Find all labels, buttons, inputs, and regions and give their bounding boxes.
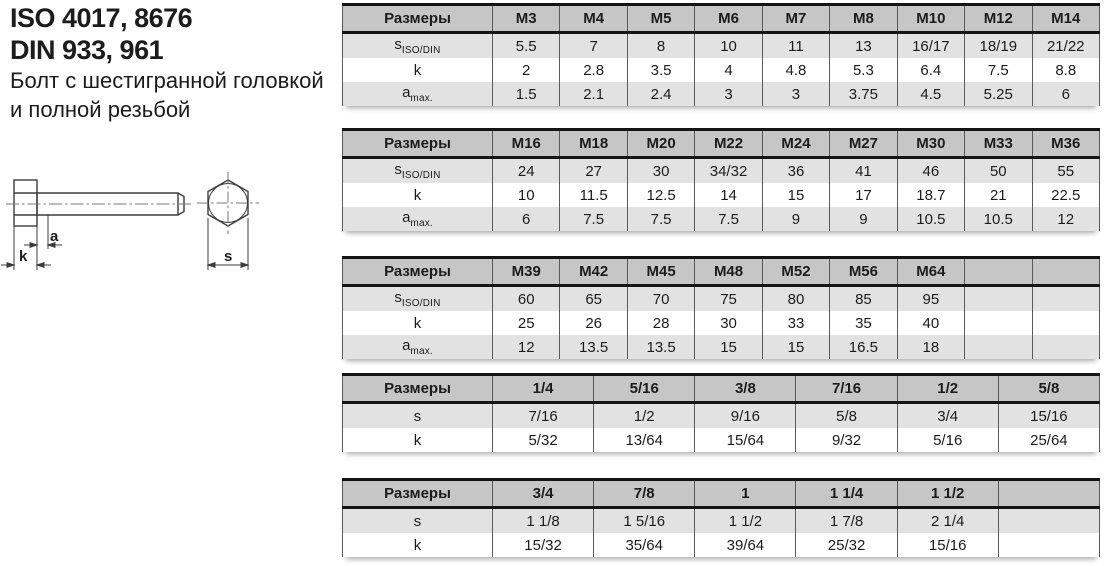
- dimension-value-cell: [1032, 335, 1100, 359]
- dimension-value-cell: 34/32: [695, 158, 762, 184]
- size-column-header: M7: [762, 5, 829, 33]
- dimension-value-cell: 24: [493, 158, 560, 184]
- dimension-value-cell: 7.5: [965, 58, 1032, 82]
- dimension-value-cell: 55: [1032, 158, 1100, 184]
- size-column-header: 5/16: [594, 375, 695, 403]
- dimension-value-cell: 35: [830, 311, 897, 335]
- dimension-value-cell: 41: [830, 158, 897, 184]
- dimension-value-cell: 30: [627, 158, 694, 184]
- dimension-row-label: k: [343, 183, 493, 207]
- size-column-header: M42: [560, 258, 627, 286]
- size-column-header: [998, 480, 1099, 508]
- size-column-header: M3: [493, 5, 560, 33]
- dimension-value-cell: 25/64: [998, 428, 1099, 452]
- dimension-value-cell: 6: [493, 207, 560, 231]
- dimension-value-cell: 1 1/2: [695, 508, 796, 534]
- dimension-value-cell: 5.25: [965, 82, 1032, 106]
- dimension-value-cell: 15: [695, 335, 762, 359]
- dimension-value-cell: 13.5: [560, 335, 627, 359]
- size-column-header: M14: [1032, 5, 1100, 33]
- dimension-row-label: $a_{max.}$: [343, 335, 493, 359]
- dim-k-label: k: [19, 248, 28, 265]
- size-column-header: 5/8: [998, 375, 1099, 403]
- dimension-value-cell: 25: [493, 311, 560, 335]
- dimension-value-cell: 70: [627, 286, 694, 312]
- dimension-value-cell: 36: [762, 158, 829, 184]
- dimension-value-cell: 12: [493, 335, 560, 359]
- dimension-value-cell: 3/4: [897, 403, 998, 429]
- dimension-value-cell: 4.8: [762, 58, 829, 82]
- dimension-value-cell: 5/16: [897, 428, 998, 452]
- head-centerlines: [197, 172, 259, 234]
- dimension-value-cell: 27: [560, 158, 627, 184]
- size-column-header: M30: [897, 130, 964, 158]
- dimension-value-cell: 2.4: [627, 82, 694, 106]
- dimension-value-cell: 8.8: [1032, 58, 1100, 82]
- dimension-value-cell: 3.75: [830, 82, 897, 106]
- size-column-header: M33: [965, 130, 1032, 158]
- dimension-value-cell: 15: [762, 183, 829, 207]
- dimension-value-cell: 4.5: [897, 82, 964, 106]
- dimension-row-label: k: [343, 58, 493, 82]
- size-column-header: M10: [897, 5, 964, 33]
- size-column-header: M22: [695, 130, 762, 158]
- dimension-row-label: s: [343, 403, 493, 429]
- dimension-value-cell: 8: [627, 33, 694, 59]
- metric-table-m3-m14: [342, 3, 1100, 106]
- dimension-value-cell: 5.3: [830, 58, 897, 82]
- dimension-row-label: s: [343, 508, 493, 534]
- dimension-value-cell: 2: [493, 58, 560, 82]
- dimension-value-cell: [965, 311, 1032, 335]
- dimension-value-cell: 33: [762, 311, 829, 335]
- title-block: [10, 2, 340, 124]
- size-column-header: [965, 258, 1032, 286]
- dimension-value-cell: 5.5: [493, 33, 560, 59]
- dimension-value-cell: 30: [695, 311, 762, 335]
- dimension-value-cell: 17: [830, 183, 897, 207]
- size-column-header: M27: [830, 130, 897, 158]
- dimension-row-label: k: [343, 533, 493, 557]
- size-column-header: [1032, 258, 1100, 286]
- dimension-value-cell: [965, 335, 1032, 359]
- dimension-value-cell: 7.5: [560, 207, 627, 231]
- size-column-header: M36: [1032, 130, 1100, 158]
- dimension-value-cell: 16/17: [897, 33, 964, 59]
- dimension-value-cell: 28: [627, 311, 694, 335]
- dimension-value-cell: 25/32: [796, 533, 897, 557]
- dimension-value-cell: 65: [560, 286, 627, 312]
- dimension-value-cell: 22.5: [1032, 183, 1100, 207]
- dimension-value-cell: [1032, 311, 1100, 335]
- dimension-value-cell: 18.7: [897, 183, 964, 207]
- dimension-value-cell: 15: [762, 335, 829, 359]
- dimension-value-cell: 85: [830, 286, 897, 312]
- dimension-value-cell: [965, 286, 1032, 312]
- dimension-value-cell: 10: [695, 33, 762, 59]
- dimension-value-cell: 14: [695, 183, 762, 207]
- dimension-value-cell: 95: [897, 286, 964, 312]
- sizes-header-cell: Размеры: [343, 130, 493, 158]
- dimension-row-label: $a_{max.}$: [343, 82, 493, 106]
- size-column-header: M56: [830, 258, 897, 286]
- size-column-header: 1/2: [897, 375, 998, 403]
- dimension-row-label: k: [343, 311, 493, 335]
- size-column-header: M20: [627, 130, 694, 158]
- size-column-header: 1/4: [493, 375, 594, 403]
- size-column-header: M64: [897, 258, 964, 286]
- size-column-header: M45: [627, 258, 694, 286]
- dimension-value-cell: 9/16: [695, 403, 796, 429]
- dimension-value-cell: [1032, 286, 1100, 312]
- iso-standard-title: ISO 4017, 8676: [10, 3, 193, 33]
- dimension-value-cell: 21: [965, 183, 1032, 207]
- dimension-value-cell: 26: [560, 311, 627, 335]
- dimension-value-cell: 10: [493, 183, 560, 207]
- dimension-value-cell: 50: [965, 158, 1032, 184]
- dimension-value-cell: 35/64: [594, 533, 695, 557]
- dimension-value-cell: 1 1/8: [493, 508, 594, 534]
- dimension-value-cell: 75: [695, 286, 762, 312]
- dimension-row-label: $a_{max.}$: [343, 207, 493, 231]
- dimension-value-cell: 9: [762, 207, 829, 231]
- dimension-value-cell: 6: [1032, 82, 1100, 106]
- dimension-value-cell: 4: [695, 58, 762, 82]
- dimension-value-cell: 1/2: [594, 403, 695, 429]
- dimension-value-cell: 13/64: [594, 428, 695, 452]
- size-column-header: M4: [560, 5, 627, 33]
- dimension-value-cell: [998, 508, 1099, 534]
- dimension-value-cell: 5/32: [493, 428, 594, 452]
- dimension-value-cell: 5/8: [796, 403, 897, 429]
- dimension-value-cell: 2.8: [560, 58, 627, 82]
- dimension-value-cell: 11: [762, 33, 829, 59]
- size-column-header: M48: [695, 258, 762, 286]
- dimension-value-cell: 3: [762, 82, 829, 106]
- dimension-value-cell: 15/32: [493, 533, 594, 557]
- dimension-value-cell: 15/16: [897, 533, 998, 557]
- dimension-value-cell: 7.5: [627, 207, 694, 231]
- dimension-value-cell: 16.5: [830, 335, 897, 359]
- dimension-value-cell: 11.5: [560, 183, 627, 207]
- dimension-row-label: $s_{ISO/DIN}$: [343, 286, 493, 312]
- dimension-value-cell: 7: [560, 33, 627, 59]
- dimension-value-cell: 12.5: [627, 183, 694, 207]
- bolt-technical-drawing: [0, 160, 280, 290]
- dimension-value-cell: 46: [897, 158, 964, 184]
- size-column-header: M52: [762, 258, 829, 286]
- dimension-value-cell: 10.5: [965, 207, 1032, 231]
- dimension-value-cell: 13.5: [627, 335, 694, 359]
- dimension-value-cell: 15/16: [998, 403, 1099, 429]
- dimension-value-cell: 1 7/8: [796, 508, 897, 534]
- product-description-line2: и полной резьбой: [10, 97, 191, 122]
- din-standard-title: DIN 933, 961: [10, 35, 164, 65]
- dimension-value-cell: 12: [1032, 207, 1100, 231]
- size-column-header: M5: [627, 5, 694, 33]
- dimension-value-cell: 9: [830, 207, 897, 231]
- bolt-side-view: [14, 180, 184, 226]
- dimension-value-cell: 1 5/16: [594, 508, 695, 534]
- size-column-header: 1 1/4: [796, 480, 897, 508]
- dim-s-label: s: [224, 248, 233, 265]
- dimension-value-cell: 18: [897, 335, 964, 359]
- size-column-header: 3/8: [695, 375, 796, 403]
- product-description-line1: Болт с шестигранной головкой: [10, 68, 324, 93]
- metric-table-m39-m64: [342, 256, 1100, 359]
- dimension-value-cell: 3: [695, 82, 762, 106]
- dimension-value-cell: 2 1/4: [897, 508, 998, 534]
- dimension-value-cell: [998, 533, 1099, 557]
- sizes-header-cell: Размеры: [343, 480, 493, 508]
- inch-table-large: [342, 478, 1100, 557]
- dimension-value-cell: 80: [762, 286, 829, 312]
- size-column-header: M16: [493, 130, 560, 158]
- size-column-header: M24: [762, 130, 829, 158]
- size-column-header: M6: [695, 5, 762, 33]
- dimension-value-cell: 7.5: [695, 207, 762, 231]
- dimension-value-cell: 40: [897, 311, 964, 335]
- size-column-header: 1: [695, 480, 796, 508]
- sizes-header-cell: Размеры: [343, 375, 493, 403]
- dimension-row-label: $s_{ISO/DIN}$: [343, 158, 493, 184]
- dimension-row-label: $s_{ISO/DIN}$: [343, 33, 493, 59]
- dimension-value-cell: 18/19: [965, 33, 1032, 59]
- dimension-row-label: k: [343, 428, 493, 452]
- dimension-value-cell: 2.1: [560, 82, 627, 106]
- dimension-value-cell: 3.5: [627, 58, 694, 82]
- dimension-value-cell: 1.5: [493, 82, 560, 106]
- size-column-header: M12: [965, 5, 1032, 33]
- dimension-value-cell: 7/16: [493, 403, 594, 429]
- dimension-value-cell: 13: [830, 33, 897, 59]
- dimension-value-cell: 9/32: [796, 428, 897, 452]
- dimension-value-cell: 60: [493, 286, 560, 312]
- size-column-header: M8: [830, 5, 897, 33]
- size-column-header: 1 1/2: [897, 480, 998, 508]
- dimension-value-cell: 6.4: [897, 58, 964, 82]
- size-column-header: M39: [493, 258, 560, 286]
- size-column-header: 3/4: [493, 480, 594, 508]
- size-column-header: M18: [560, 130, 627, 158]
- size-column-header: 7/16: [796, 375, 897, 403]
- dimension-value-cell: 21/22: [1032, 33, 1100, 59]
- dimension-value-cell: 39/64: [695, 533, 796, 557]
- dimension-value-cell: 10.5: [897, 207, 964, 231]
- dim-a-label: a: [50, 228, 59, 245]
- dimension-value-cell: 15/64: [695, 428, 796, 452]
- metric-table-m16-m36: [342, 128, 1100, 231]
- sizes-header-cell: Размеры: [343, 5, 493, 33]
- size-column-header: 7/8: [594, 480, 695, 508]
- inch-table-small: [342, 373, 1100, 452]
- sizes-header-cell: Размеры: [343, 258, 493, 286]
